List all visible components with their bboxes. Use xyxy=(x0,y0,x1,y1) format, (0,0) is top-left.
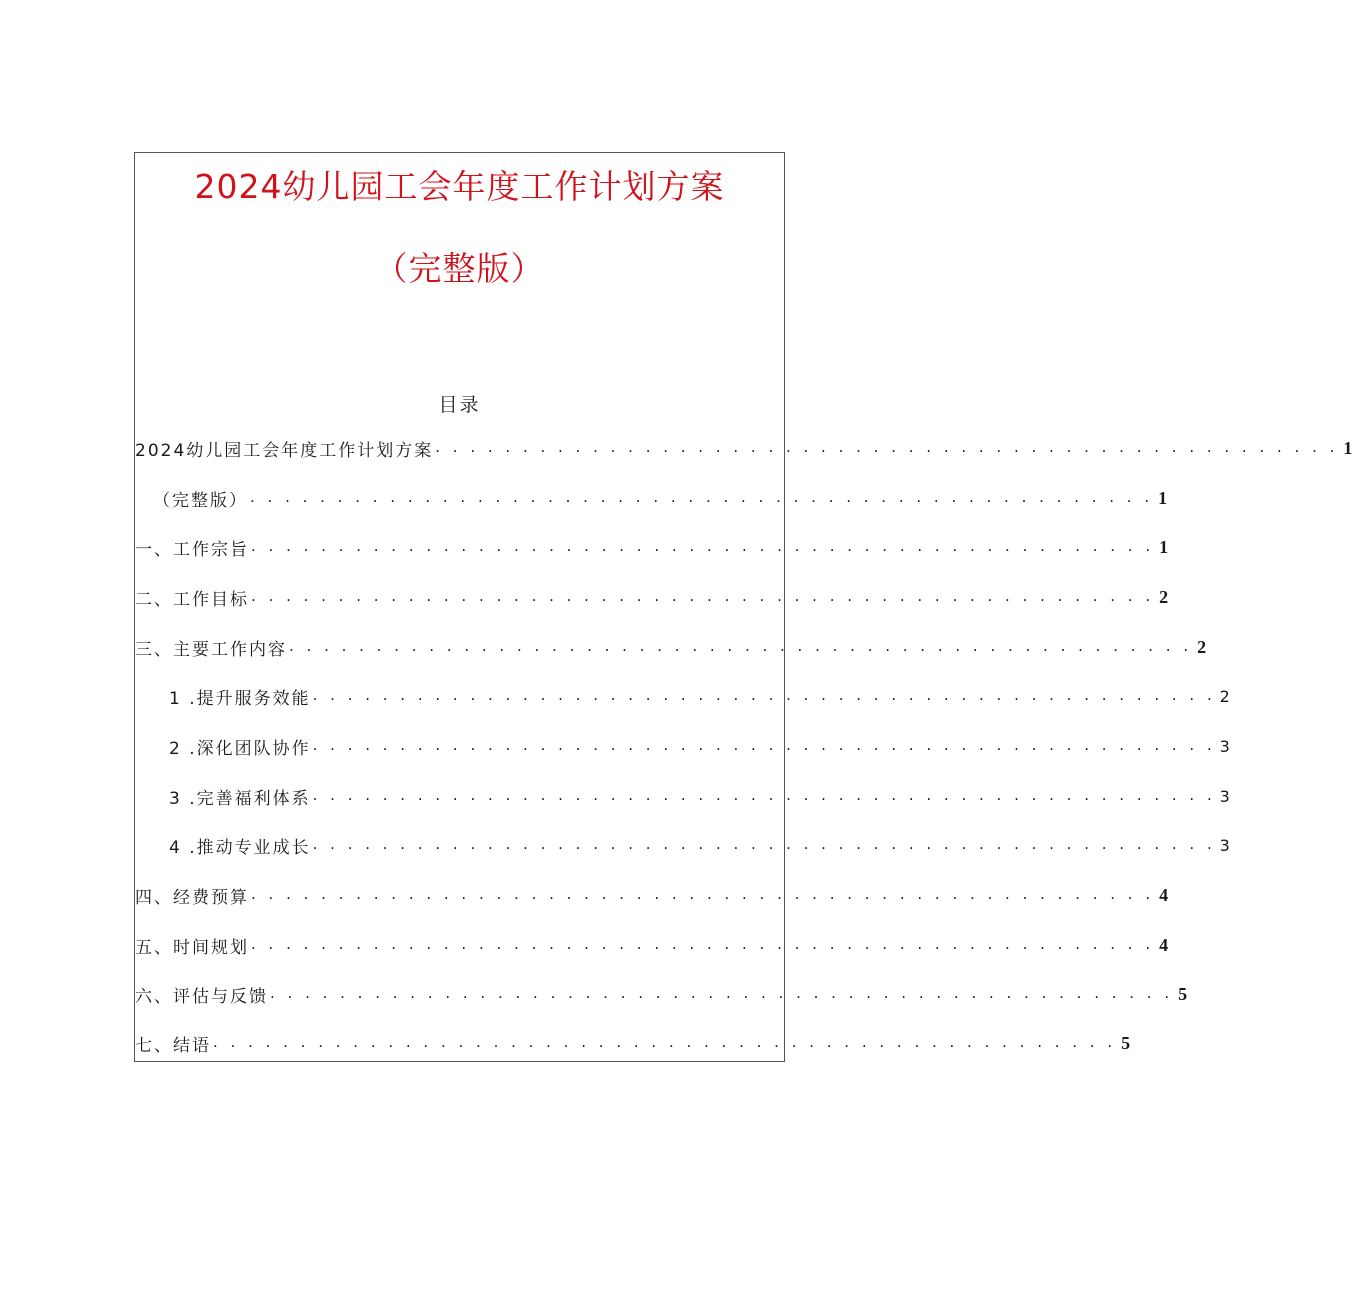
toc-entry-label: 2 .深化团队协作 xyxy=(169,738,311,759)
toc-entry-label: 一、工作宗旨 xyxy=(135,539,249,560)
toc-entry[interactable] xyxy=(135,981,1188,1007)
toc-entry[interactable] xyxy=(135,435,1352,461)
toc-entry-label: 3 .完善福利体系 xyxy=(169,788,311,809)
toc-dot-leader: . . . . . . . . . . . . . . . . . . . . . . . . . . . . . . . . . . . . . . . . . . . . . . . . . . . . xyxy=(312,786,1216,804)
toc-page-number: 5 xyxy=(1121,1032,1131,1053)
toc-entry[interactable] xyxy=(135,882,1169,908)
toc-page-number: 5 xyxy=(1178,983,1188,1004)
toc-dot-leader: . . . . . . . . . . . . . . . . . . . . . . . . . . . . . . . . . . . . . . . . . . . . . . . . . . . . xyxy=(250,488,1154,506)
toc-entry[interactable] xyxy=(135,683,1230,709)
toc-entry[interactable] xyxy=(135,534,1169,560)
toc-entry-label: 七、结语 xyxy=(135,1035,211,1056)
toc-entry-label: 五、时间规划 xyxy=(135,937,249,958)
toc-dot-leader: . . . . . . . . . . . . . . . . . . . . . . . . . . . . . . . . . . . . . . . . . . . . . . . . . . . . xyxy=(312,835,1216,853)
toc-page-number: 3 xyxy=(1219,835,1230,855)
toc-entry[interactable] xyxy=(135,733,1230,759)
toc-page-number: 3 xyxy=(1219,736,1230,756)
toc-dot-leader: . . . . . . . . . . . . . . . . . . . . . . . . . . . . . . . . . . . . . . . . . . . . . . . . . . . . xyxy=(251,885,1155,903)
toc-dot-leader: . . . . . . . . . . . . . . . . . . . . . . . . . . . . . . . . . . . . . . . . . . . . . . . . . . . . xyxy=(289,637,1193,655)
toc-page-number: 3 xyxy=(1219,786,1230,806)
toc-page-number: 2 xyxy=(1219,686,1230,706)
document-title: 2024幼儿园工会年度工作计划方案 xyxy=(194,167,725,206)
toc-page-number: 4 xyxy=(1159,884,1169,905)
toc-entry-label: 二、工作目标 xyxy=(135,589,249,610)
toc-dot-leader: . . . . . . . . . . . . . . . . . . . . . . . . . . . . . . . . . . . . . . . . . . . . . . . . . . . . xyxy=(251,587,1155,605)
toc-entry[interactable] xyxy=(135,783,1230,809)
toc-page-number: 4 xyxy=(1159,934,1169,955)
toc-page-number: 1 xyxy=(1343,437,1352,458)
toc-dot-leader: . . . . . . . . . . . . . . . . . . . . . . . . . . . . . . . . . . . . . . . . . . . . . . . . . . . . xyxy=(312,736,1216,754)
document-subtitle: （完整版） xyxy=(374,249,545,288)
toc-entry[interactable] xyxy=(135,1030,1131,1056)
toc-entry[interactable] xyxy=(135,932,1169,958)
toc-dot-leader: . . . . . . . . . . . . . . . . . . . . . . . . . . . . . . . . . . . . . . . . . . . . . . . . . . . . xyxy=(312,686,1216,704)
toc-entry[interactable] xyxy=(135,634,1207,660)
toc-entry[interactable] xyxy=(135,832,1230,858)
toc-dot-leader: . . . . . . . . . . . . . . . . . . . . . . . . . . . . . . . . . . . . . . . . . . . . . . . . . . . . xyxy=(251,935,1155,953)
toc-page-number: 2 xyxy=(1159,586,1169,607)
toc-dot-leader: . . . . . . . . . . . . . . . . . . . . . . . . . . . . . . . . . . . . . . . . . . . . . . . . . . . . xyxy=(435,438,1339,456)
toc-entry-label: 2024幼儿园工会年度工作计划方案 xyxy=(135,440,434,461)
toc-dot-leader: . . . . . . . . . . . . . . . . . . . . . . . . . . . . . . . . . . . . . . . . . . . . . . . . . . . . xyxy=(251,537,1155,555)
toc-dot-leader: . . . . . . . . . . . . . . . . . . . . . . . . . . . . . . . . . . . . . . . . . . . . . . . . . . . . xyxy=(213,1033,1117,1051)
toc-entry-label: （完整版） xyxy=(153,490,248,511)
toc-heading: 目录 xyxy=(438,394,481,416)
toc-entry-label: 三、主要工作内容 xyxy=(135,639,287,660)
toc-entry-label: 4 .推动专业成长 xyxy=(169,837,311,858)
toc-page-number: 1 xyxy=(1159,536,1169,557)
toc-page-number: 2 xyxy=(1197,636,1207,657)
toc-entry-label: 1 .提升服务效能 xyxy=(169,688,311,709)
toc-dot-leader: . . . . . . . . . . . . . . . . . . . . . . . . . . . . . . . . . . . . . . . . . . . . . . . . . . . . xyxy=(270,984,1174,1002)
toc-entry[interactable] xyxy=(135,485,1168,511)
toc-entry[interactable] xyxy=(135,584,1169,610)
toc-entry-label: 四、经费预算 xyxy=(135,887,249,908)
toc-entry-label: 六、评估与反馈 xyxy=(135,986,268,1007)
toc-page-number: 1 xyxy=(1158,487,1168,508)
document-frame xyxy=(134,152,1352,1062)
